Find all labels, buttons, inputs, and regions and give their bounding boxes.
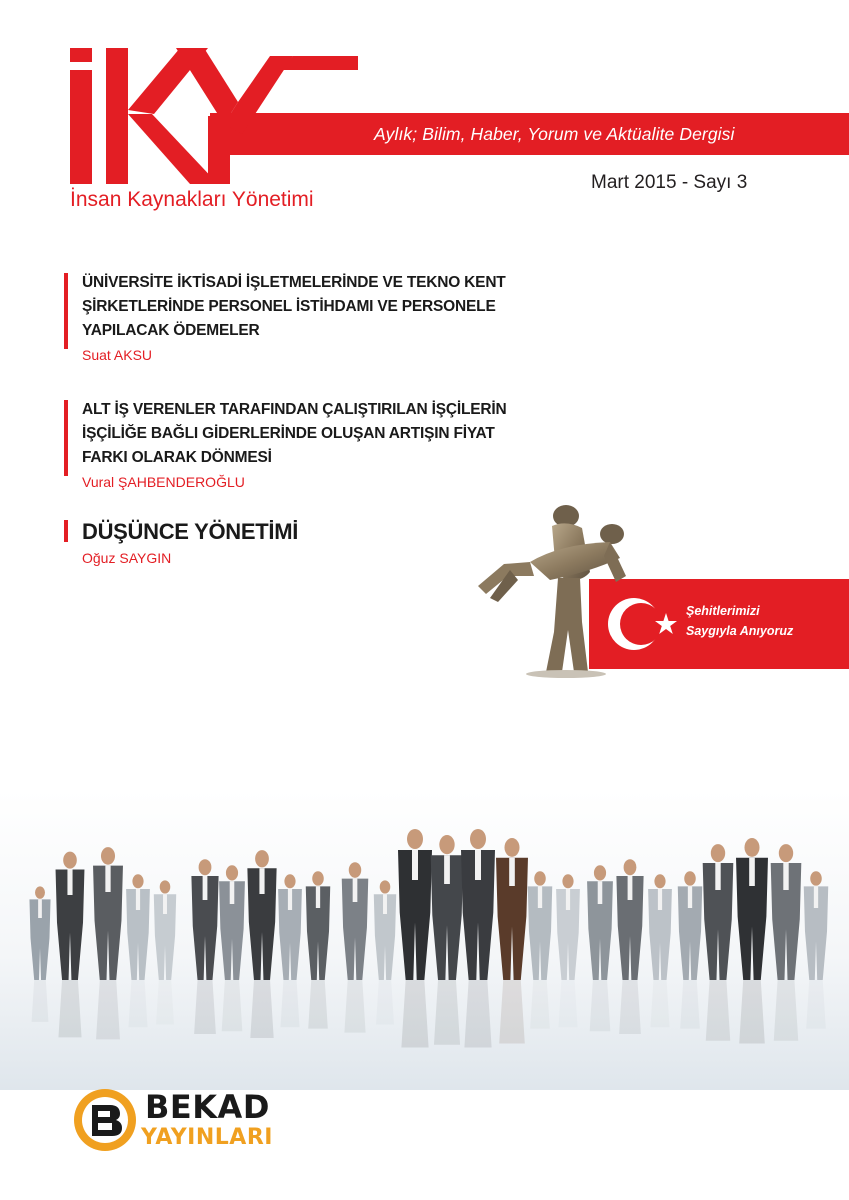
article-bar (64, 400, 68, 476)
crowd-person-shirt (288, 889, 292, 910)
crowd-person-shirt (566, 889, 570, 910)
magazine-subtitle: İnsan Kaynakları Yönetimi (70, 188, 314, 211)
crowd-person-reflection (650, 980, 669, 1027)
article-item[interactable] (64, 271, 544, 363)
crowd-person-head (624, 859, 637, 875)
crowd-person-shirt (412, 850, 418, 880)
crowd-person-reflection (376, 980, 394, 1025)
crowd-person-reflection (401, 980, 428, 1048)
crowd-person-reflection (194, 980, 216, 1034)
memorial-line: Saygıyla Anıyoruz (686, 624, 794, 638)
crowd-person-reflection (308, 980, 328, 1029)
crowd-person-head (255, 850, 269, 867)
memorial-line: Şehitlerimizi (686, 604, 760, 618)
article-author: Suat AKSU (82, 347, 153, 363)
crowd-person-reflection (58, 980, 81, 1037)
crowd-person-reflection (344, 980, 365, 1033)
crowd-person-shirt (136, 889, 140, 910)
article-author: Vural ŞAHBENDEROĞLU (82, 474, 245, 490)
issue-label: Mart 2015 - Sayı 3 (591, 172, 748, 193)
crowd-person-head (654, 874, 665, 888)
magazine-tagline: Aylık; Bilim, Haber, Yorum ve Aktüalite Dergisi (374, 124, 735, 144)
crowd-person-reflection (680, 980, 700, 1029)
crowd-person-shirt (38, 899, 42, 918)
crowd-person-shirt (163, 894, 167, 914)
crowd-person-reflection (280, 980, 299, 1027)
crowd-person-shirt (316, 886, 320, 908)
crowd-person-head (63, 852, 77, 869)
crowd-person-head (284, 874, 295, 888)
crowd-person-shirt (67, 870, 72, 896)
crowd-person-reflection (499, 980, 525, 1043)
crowd-person-reflection (619, 980, 641, 1034)
crowd-person-shirt (749, 858, 755, 886)
crowd-person-reflection (222, 980, 243, 1031)
bekad-logo-icon (72, 1087, 138, 1153)
crowd-person-shirt (383, 894, 387, 914)
crowd-person-head (132, 874, 143, 888)
crowd-person-head (594, 865, 606, 880)
crowd-person-reflection (156, 980, 174, 1025)
article-author: Oğuz SAYGIN (82, 550, 172, 566)
crowd-person-head (312, 871, 324, 885)
iky-logo (68, 48, 358, 184)
crowd-person-head (562, 874, 573, 888)
crowd-person-head (744, 838, 759, 857)
crowd-person-shirt (715, 863, 720, 890)
crowd-person-head (226, 865, 238, 880)
crowd-person-head (684, 871, 696, 885)
crowd-person-head (504, 838, 519, 857)
article-bar (64, 520, 68, 542)
crowd-person-shirt (783, 863, 788, 890)
crowd-person-reflection (774, 980, 798, 1041)
crowd-person-shirt (353, 879, 358, 902)
crowd-person-shirt (259, 868, 264, 894)
crowd-person-reflection (706, 980, 730, 1041)
crowd-person-head (380, 880, 391, 893)
crowd-person-shirt (688, 886, 692, 908)
business-crowd-image (0, 790, 849, 1090)
crowd-person-shirt (444, 855, 450, 884)
crowd-person-shirt (203, 876, 208, 900)
crowd-person-shirt (230, 881, 235, 904)
crowd-person-head (779, 844, 793, 862)
publisher-name: BEKAD (145, 1088, 270, 1126)
crowd-person-shirt (538, 886, 542, 908)
crowd-person-head (470, 829, 486, 849)
crowd-person-shirt (509, 858, 515, 886)
crowd-person-shirt (628, 876, 633, 900)
crowd-person-head (349, 862, 361, 878)
crowd-person-shirt (475, 850, 481, 880)
crowd-person-head (534, 871, 546, 885)
crowd-person-shirt (658, 889, 662, 910)
article-title[interactable]: DÜŞÜNCE YÖNETİMİ (82, 519, 299, 544)
crowd-person-reflection (32, 980, 49, 1022)
crowd-person-reflection (558, 980, 577, 1027)
crowd-person-head (810, 871, 822, 885)
crowd-person-head (160, 880, 171, 893)
publisher-subtitle: YAYINLARI (141, 1125, 273, 1150)
article-title[interactable]: ALT İŞ VERENLER TARAFINDAN ÇALIŞTIRILAN İŞÇİLERİN İŞÇİLİĞE BAĞLI GİDERLERİNDE OLUŞAN ARTIŞIN FİYAT FARKI OLARAK DÖNMESİ (82, 401, 507, 466)
crowd-person-shirt (814, 886, 818, 908)
crowd-person-reflection (96, 980, 120, 1039)
crowd-person-shirt (105, 866, 110, 892)
crowd-person-shirt (598, 881, 603, 904)
crowd-person-reflection (530, 980, 550, 1029)
crowd-person-reflection (464, 980, 491, 1048)
crowd-person-reflection (806, 980, 826, 1029)
crowd-person-reflection (434, 980, 460, 1045)
article-title[interactable]: ÜNİVERSİTE İKTİSADİ İŞLETMELERİNDE VE TEKNO KENT ŞİRKETLERİNDE PERSONEL İSTİHDAMI VE PERSONELE YAPILACAK ÖDEMELER (82, 274, 506, 339)
crowd-person-head (35, 886, 45, 898)
article-item[interactable] (64, 398, 544, 490)
article-bar (64, 273, 68, 349)
crowd-person-head (407, 829, 423, 849)
crowd-person-head (199, 859, 212, 875)
soldier-statue-image (470, 502, 650, 678)
crowd-person-head (711, 844, 725, 862)
crowd-person-head (101, 847, 115, 865)
crowd-person-head (439, 835, 454, 854)
crowd-person-reflection (590, 980, 611, 1031)
crowd-person-reflection (250, 980, 273, 1038)
crowd-person-reflection (739, 980, 765, 1043)
crowd-person-reflection (128, 980, 147, 1027)
